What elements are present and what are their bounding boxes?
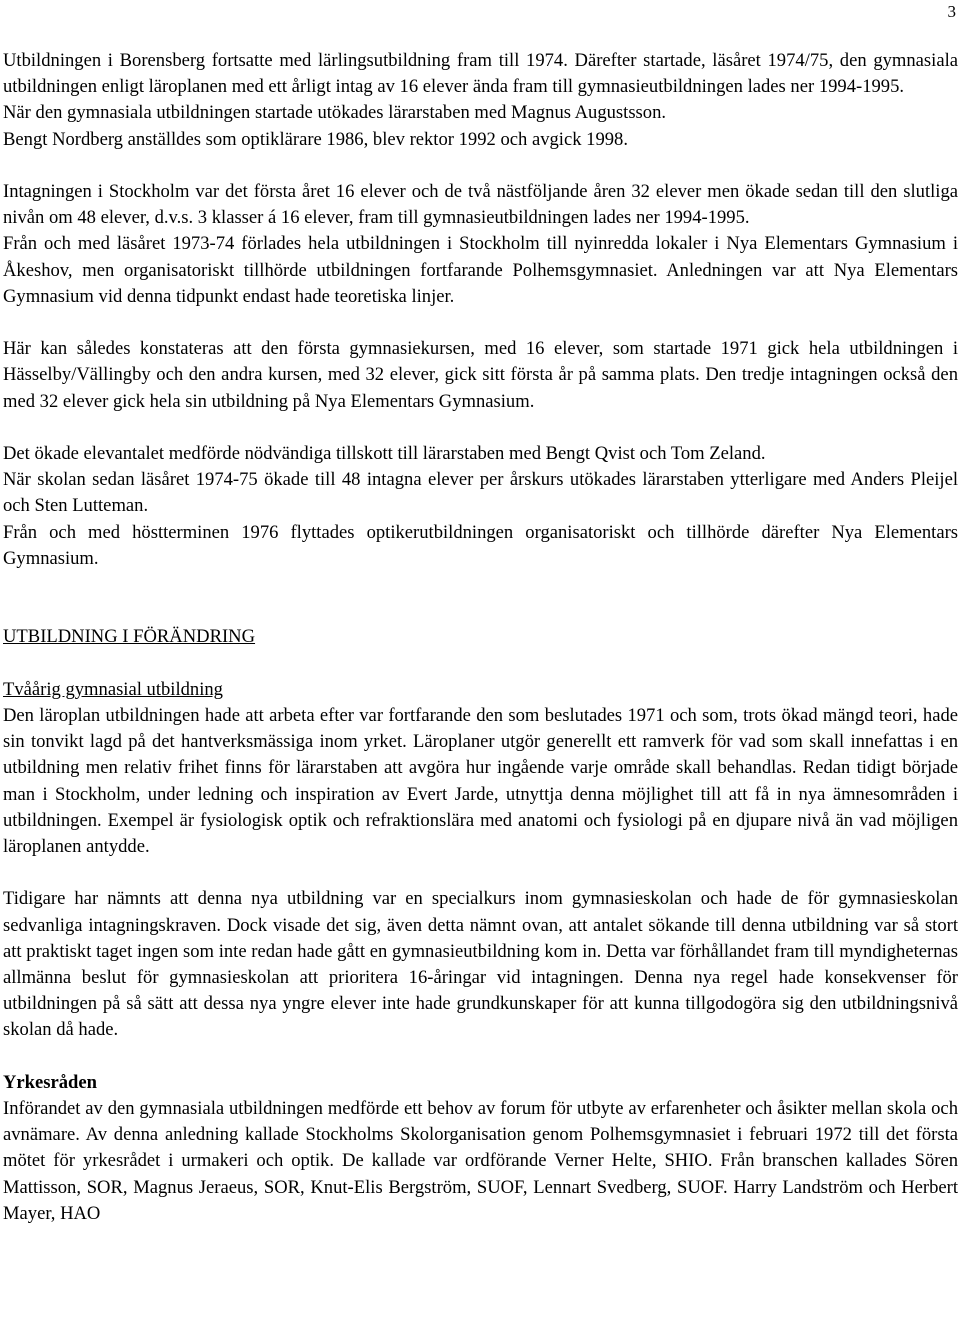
subsection-heading-text: Tvåårig gymnasial utbildning — [3, 678, 223, 700]
paragraph: När den gymnasiala utbildningen startade utökades lärarstaben med Magnus Augustsson. — [3, 102, 667, 124]
summary-block — [3, 336, 958, 415]
document-body — [3, 48, 958, 1227]
paragraph: Från och med höstterminen 1976 flyttades optikerutbildningen organisatoriskt och tillhörde därefter Nya Elementars Gymnasium. — [3, 521, 958, 569]
subsection-heading-text: Yrkesråden — [3, 1071, 97, 1093]
paragraph: Intagningen i Stockholm var det första året 16 elever och de två nästföljande åren 32 elever men ökade sedan till den slutliga nivån om 48 elever, d.v.s. 3 klasser á 16 elever, fram till gymnasieutbildningen lades ner 1994-1995. — [3, 181, 958, 229]
paragraph: Tidigare har nämnts att denna nya utbildning var en specialkurs inom gymnasieskolan och hade de för gymnasieskolan sedvanliga intagningskraven. Dock visade det sig, även detta nämnt ovan, att antalet sökande till denna utbildning var så stort att praktiskt taget ingen som inte redan hade gått en gymnasieutbildning kom in. Detta var förhållandet fram till myndigheternas allmänna beslut för gymnasieskolan att prioritera 16-åringar vid intagningen. Denna nya regel hade konsekvenser för utbildningen på så sätt att dessa nya yngre elever inte hade grundkunskaper för att kunna tillgodogöra sig den utbildningsnivå skolan då hade. — [3, 888, 958, 1041]
paragraph: Den läroplan utbildningen hade att arbeta efter var fortfarande den som beslutades 1971 och som, trots ökad mängd teori, hade sin tonvikt lagd på det hantverksmässiga inom yrket. Läroplaner utgör generellt ett ramverk för vad som skall innefattas i en utbildning men relativ frihet finns för lärarstaben att avgöra hur ingående varje område skall behandlas. Redan tidigt började man i Stockholm, under ledning och inspiration av Evert Jarde, utnyttja denna möjlighet till att få in nya ämnesområden i utbildningen. Exempel är fysiologisk optik och refraktionslära med anatomi och fysiologi på en djupare nivå än vad möjligen läroplanen antydde. — [3, 705, 958, 858]
paragraph: Från och med läsåret 1973-74 förlades hela utbildningen i Stockholm till nyinredda lokaler i Nya Elementars Gymnasium i Åkeshov, men organisatoriskt tillhörde utbildningen fortfarande Polhemsgymnasiet. Anledningen var att Nya Elementars Gymnasium vid denna tidpunkt endast hade teoretiska linjer. — [3, 233, 958, 307]
stockholm-block — [3, 179, 958, 310]
paragraph: Det ökade elevantalet medförde nödvändiga tillskott till lärarstaben med Bengt Qvist och Tom Zeland. — [3, 443, 766, 464]
subsection-tvaarig — [3, 677, 958, 860]
paragraph: Här kan således konstateras att den första gymnasiekursen, med 16 elever, som startade 1971 gick hela utbildningen i Hässelby/Vällingby och den andra kursen, med 32 elever, gick sitt första år på samma plats. Den tredje intagningen också den med 32 elever gick hela sin utbildning på Nya Elementars Gymnasium. — [3, 338, 958, 412]
staff-block — [3, 441, 958, 572]
paragraph: Införandet av den gymnasiala utbildningen medförde ett behov av forum för utbyte av erfarenheter och åsikter mellan skola och avnämare. Av denna anledning kallade Stockholms Skolorganisation genom Polhemsgymnasiet i februari 1972 till det första mötet för yrkesrådet i urmakeri och optik. De kallade var ordförande Verner Helte, SHIO. Från branschen kallades Sören Mattisson, SOR, Magnus Jeraeus, SOR, Knut-Elis Bergström, SUOF, Lennart Svedberg, SUOF. Harry Landström och Herbert Mayer, HAO — [3, 1098, 958, 1224]
subsection-heading — [3, 677, 958, 703]
intro-block — [3, 48, 958, 153]
paragraph: Bengt Nordberg anställdes som optiklärare 1986, blev rektor 1992 och avgick 1998. — [3, 128, 628, 150]
paragraph: När skolan sedan läsåret 1974-75 ökade till 48 intagna elever per årskurs utökades lärarstaben ytterligare med Anders Pleijel och Sten Lutteman. — [3, 469, 958, 517]
paragraph: Utbildningen i Borensberg fortsatte med lärlingsutbildning fram till 1974. Därefter startade, läsåret 1974/75, den gymnasiala utbildningen enligt läroplanen med ett årligt intag av 16 elever ända fram till gymnasieutbildningen lades ner 1994-1995. — [3, 50, 958, 98]
page-number: 3 — [947, 2, 956, 21]
subsection-heading — [3, 1070, 958, 1096]
intake-block — [3, 886, 958, 1043]
subsection-yrkesraden — [3, 1070, 958, 1227]
section-title: UTBILDNING I FÖRÄNDRING — [3, 626, 256, 648]
